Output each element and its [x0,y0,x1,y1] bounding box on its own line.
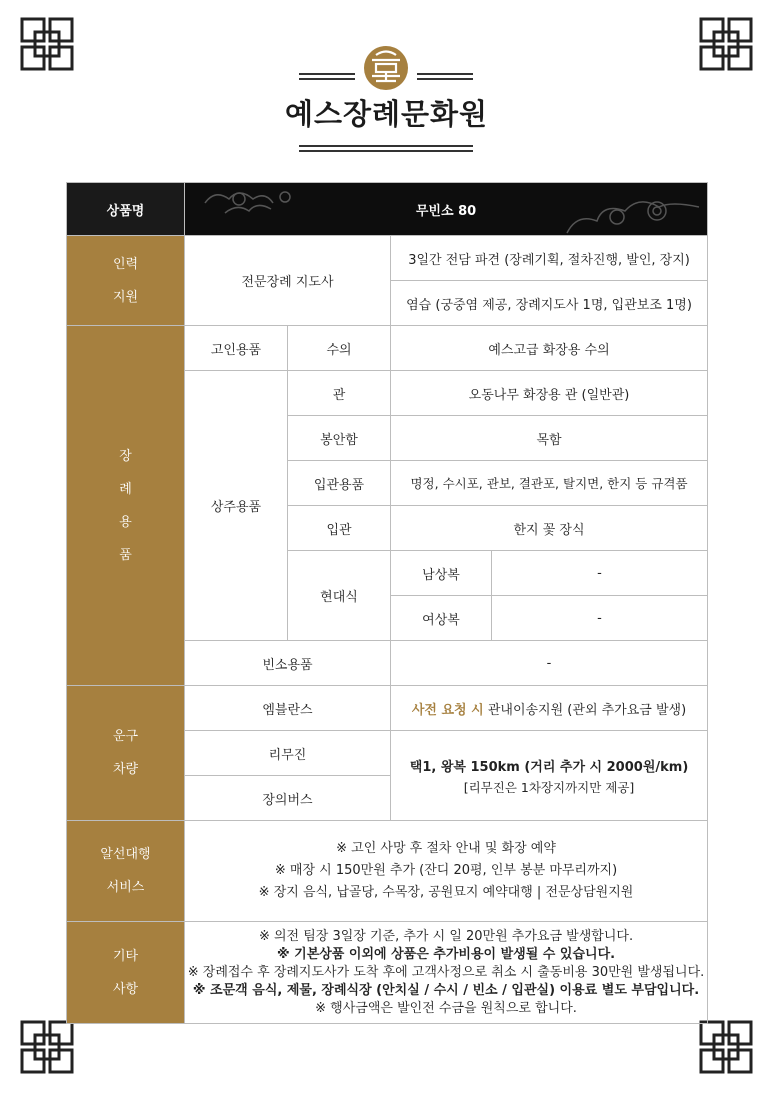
services-list [185,821,708,922]
modern-label: 현대식 [288,551,391,641]
shroud-value: 예스고급 화장용 수의 [391,326,708,371]
list-item: ※ 기본상품 이외에 상품은 추가비용이 발생될 수 있습니다. [276,946,616,962]
category-notes: 기타 사항 [67,922,185,1024]
male-mourning-value: - [492,551,708,596]
female-mourning-label: 여상복 [391,596,492,641]
list-item: ※ 행사금액은 발인전 수금을 원칙으로 합니다. [315,1000,577,1016]
encoffin-value: 한지 꽃 장식 [391,506,708,551]
brand-name: 예스장례문화원 [284,97,489,131]
cloud-pattern-icon [547,183,707,236]
category-manpower: 인력 지원 [67,236,185,326]
list-item: ※ 장례접수 후 장례지도사가 도착 후에 고객사정으로 취소 시 출동비용 30만원 발생됩니다. [187,964,705,980]
limousine-label: 리무진 [185,731,391,776]
product-table [66,182,708,1024]
list-item: ※ 매장 시 150만원 추가 (잔디 20평, 인부 봉분 마무리까지) [274,863,618,878]
category-services: 알선대행 서비스 [67,821,185,922]
notes-list [185,922,708,1024]
manpower-item: 전문장례 지도사 [185,236,391,326]
deceased-goods-label: 고인용품 [185,326,288,371]
category-funeral-goods: 장 례 용 품 [67,326,185,686]
female-mourning-value: - [492,596,708,641]
brand-header [0,44,773,156]
ambulance-value: 사전 요청 시 관내이송지원 (관외 추가요금 발생) [391,686,708,731]
product-name: 무빈소 80 [415,203,477,219]
manpower-detail: 염습 (궁중염 제공, 장례지도사 1명, 입관보조 1명) [391,281,708,326]
transport-value: 택1, 왕복 150km (거리 추가 시 2000원/km) [리무진은 1차장지까지만 제공] [391,731,708,821]
manpower-detail: 3일간 전담 파견 (장례기획, 절차진행, 발인, 장지) [391,236,708,281]
brand-emblem-icon [362,44,410,92]
urn-label: 봉안함 [288,416,391,461]
ambulance-label: 엠블란스 [185,686,391,731]
male-mourning-label: 남상복 [391,551,492,596]
category-vehicles: 운구 차량 [67,686,185,821]
mourner-goods-label: 상주용품 [185,371,288,641]
hall-goods-value: - [391,641,708,686]
coffin-label: 관 [288,371,391,416]
encoffin-goods-value: 명정, 수시포, 관보, 결관포, 탈지면, 한지 등 규격품 [391,461,708,506]
corner-ornament-icon [699,1020,753,1074]
list-item: ※ 고인 사망 후 절차 안내 및 화장 예약 [336,841,556,856]
shroud-label: 수의 [288,326,391,371]
cloud-pattern-icon [195,183,395,236]
product-title [185,183,708,236]
list-item: ※ 조문객 음식, 제물, 장례식장 (안치실 / 수시 / 빈소 / 입관실) 이용료 별도 부담입니다. [192,982,700,998]
bus-label: 장의버스 [185,776,391,821]
urn-value: 목함 [391,416,708,461]
list-item: ※ 의전 팀장 3일장 기준, 추가 시 일 20만원 추가요금 발생합니다. [258,928,634,944]
encoffin-goods-label: 입관용품 [288,461,391,506]
encoffin-label: 입관 [288,506,391,551]
list-item: ※ 장지 음식, 납골당, 수목장, 공원묘지 예약대행 | 전문상담원지원 [258,885,634,900]
product-name-label: 상품명 [67,183,185,236]
corner-ornament-icon [20,1020,74,1074]
coffin-value: 오동나무 화장용 관 (일반관) [391,371,708,416]
hall-goods-label: 빈소용품 [185,641,391,686]
